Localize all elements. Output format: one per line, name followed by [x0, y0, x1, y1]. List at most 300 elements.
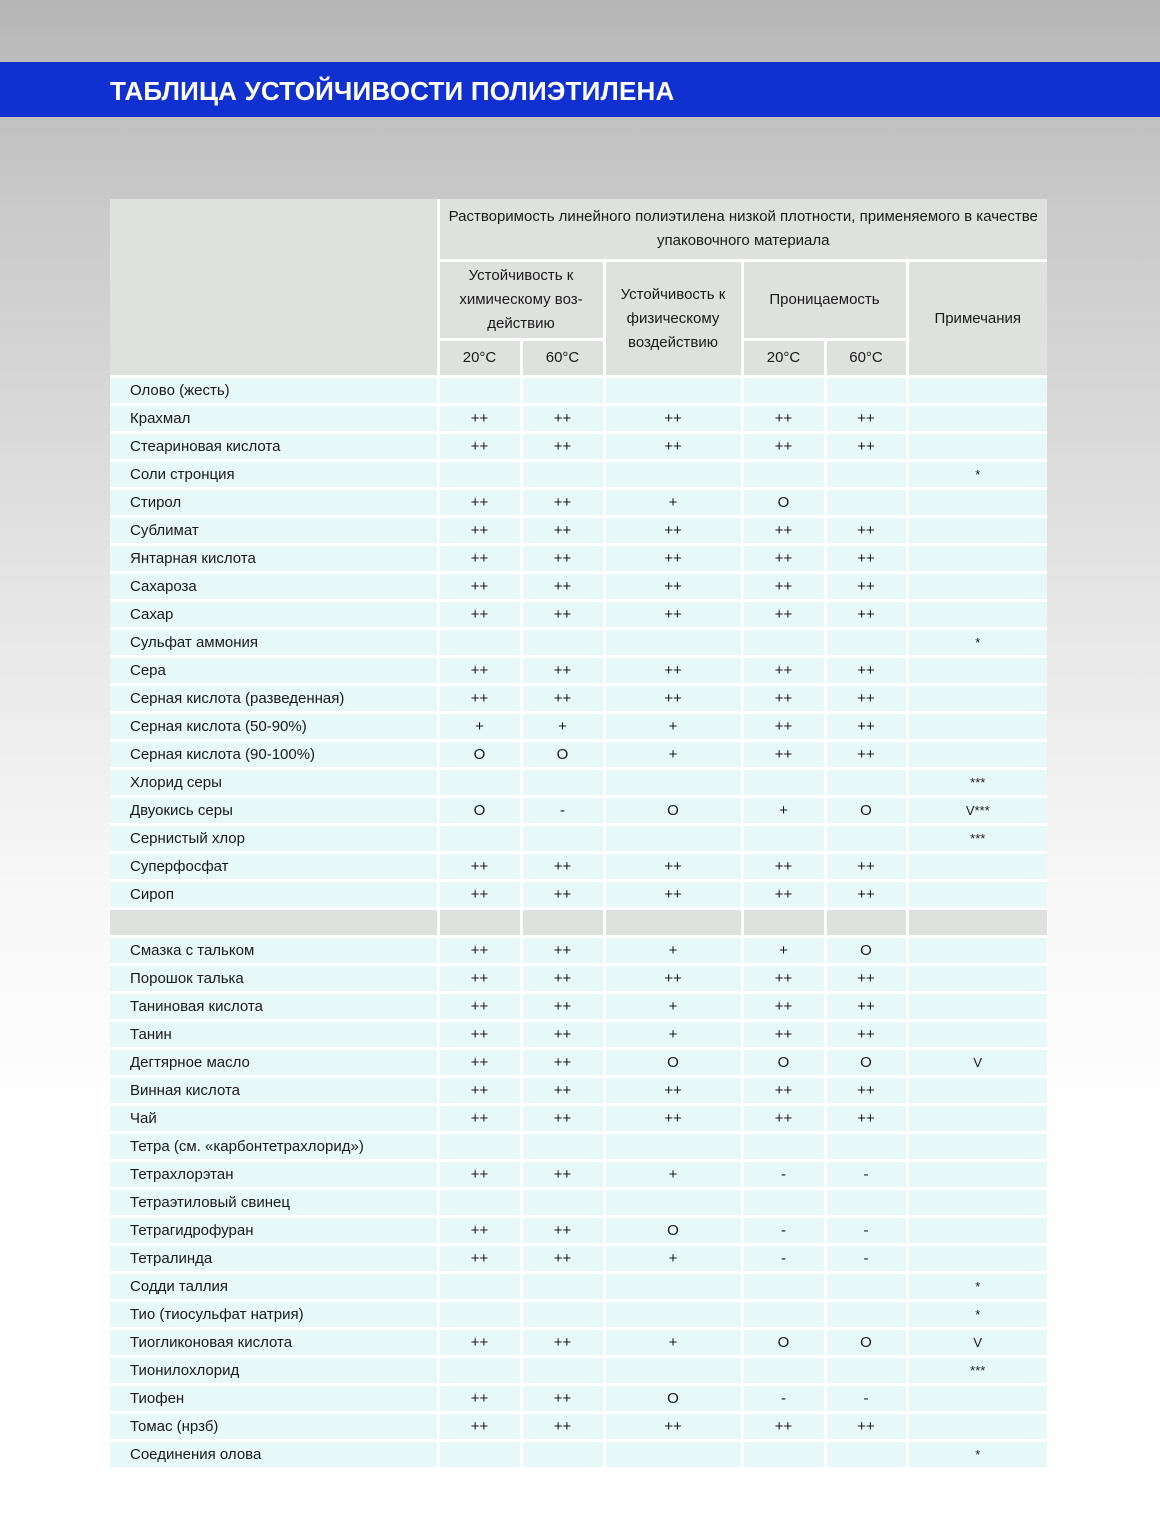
cell-chem-60c: ++ [521, 657, 604, 685]
cell-physical: ++ [604, 965, 742, 993]
cell-substance: Двуокись серы [110, 797, 438, 825]
cell-substance: Тионилохлорид [110, 1357, 438, 1385]
table-row [110, 825, 1047, 853]
cell-notes [907, 1021, 1047, 1049]
cell-perm-20c: ++ [742, 601, 825, 629]
cell-chem-20c: ++ [438, 1105, 521, 1133]
cell-perm-20c [742, 1189, 825, 1217]
cell-notes [907, 1413, 1047, 1441]
cell-chem-20c [438, 377, 521, 405]
table-row [110, 741, 1047, 769]
table-row [110, 405, 1047, 433]
cell-perm-60c [825, 1133, 907, 1161]
cell-chem-60c [521, 1441, 604, 1469]
cell-chem-20c: ++ [438, 1021, 521, 1049]
cell-notes: V*** [907, 797, 1047, 825]
table-row [110, 545, 1047, 573]
cell-substance: Крахмал [110, 405, 438, 433]
cell-notes [907, 545, 1047, 573]
cell-perm-20c: + [742, 937, 825, 965]
cell-chem-20c [438, 825, 521, 853]
cell-perm-20c: ++ [742, 1021, 825, 1049]
cell-perm-60c [825, 461, 907, 489]
cell-chem-60c [521, 825, 604, 853]
cell-substance: Чай [110, 1105, 438, 1133]
cell-chem-20c: ++ [438, 881, 521, 909]
cell-substance: Сахар [110, 601, 438, 629]
cell-physical [604, 1441, 742, 1469]
cell-perm-20c [742, 1301, 825, 1329]
cell-notes: * [907, 629, 1047, 657]
header-permeability: Проницаемость [742, 261, 907, 340]
cell-chem-20c [438, 1357, 521, 1385]
cell-chem-60c: ++ [521, 1329, 604, 1357]
cell-physical [604, 1133, 742, 1161]
table-row [110, 713, 1047, 741]
cell-substance: Смазка с тальком [110, 937, 438, 965]
cell-substance: Тетрахлорэтан [110, 1161, 438, 1189]
cell-perm-60c: ++ [825, 713, 907, 741]
table-row [110, 1105, 1047, 1133]
cell-chem-60c: ++ [521, 1161, 604, 1189]
resistance-table-container [110, 199, 1047, 1470]
cell-perm-60c [825, 489, 907, 517]
cell-chem-60c [521, 1301, 604, 1329]
cell-chem-60c: - [521, 797, 604, 825]
cell-physical [604, 1357, 742, 1385]
cell-physical [604, 461, 742, 489]
cell-physical [604, 629, 742, 657]
cell-physical: + [604, 1021, 742, 1049]
cell-physical: ++ [604, 1077, 742, 1105]
table-row [110, 1385, 1047, 1413]
cell-chem-60c: ++ [521, 517, 604, 545]
cell-physical: O [604, 1217, 742, 1245]
cell-chem-20c: ++ [438, 545, 521, 573]
table-row [110, 881, 1047, 909]
cell-perm-20c: ++ [742, 405, 825, 433]
cell-substance: Тетра (см. «карбонтетрахлорид») [110, 1133, 438, 1161]
table-row [110, 1329, 1047, 1357]
cell-perm-60c [825, 825, 907, 853]
cell-chem-60c: ++ [521, 1217, 604, 1245]
cell-chem-60c [521, 1273, 604, 1301]
cell-notes: *** [907, 1357, 1047, 1385]
cell-chem-20c: ++ [438, 1161, 521, 1189]
table-row [110, 433, 1047, 461]
cell-chem-20c: ++ [438, 965, 521, 993]
cell-chem-60c: ++ [521, 489, 604, 517]
cell-perm-20c: ++ [742, 685, 825, 713]
cell-notes [907, 573, 1047, 601]
cell-chem-60c [521, 629, 604, 657]
cell-physical: ++ [604, 573, 742, 601]
cell-notes: V [907, 1049, 1047, 1077]
cell-chem-20c: ++ [438, 685, 521, 713]
cell-physical: ++ [604, 433, 742, 461]
cell-chem-20c [438, 1133, 521, 1161]
cell-chem-60c [521, 769, 604, 797]
cell-physical: ++ [604, 517, 742, 545]
cell-substance: Танин [110, 1021, 438, 1049]
cell-chem-60c [521, 1357, 604, 1385]
cell-perm-60c: - [825, 1217, 907, 1245]
cell-chem-20c: ++ [438, 517, 521, 545]
cell-physical: O [604, 1385, 742, 1413]
table-row [110, 1189, 1047, 1217]
cell-substance: Стеариновая кислота [110, 433, 438, 461]
table-row [110, 1301, 1047, 1329]
cell-perm-20c: ++ [742, 741, 825, 769]
cell-chem-20c [438, 1301, 521, 1329]
table-row [110, 853, 1047, 881]
cell-notes [907, 1133, 1047, 1161]
cell-substance: Хлорид серы [110, 769, 438, 797]
cell-perm-20c: ++ [742, 881, 825, 909]
cell-chem-20c: ++ [438, 1049, 521, 1077]
cell-chem-20c: O [438, 741, 521, 769]
cell-substance: Соли стронция [110, 461, 438, 489]
cell-perm-60c: O [825, 797, 907, 825]
cell-perm-20c [742, 1357, 825, 1385]
cell-physical: + [604, 1245, 742, 1273]
cell-chem-60c: ++ [521, 1077, 604, 1105]
table-row [110, 797, 1047, 825]
cell-physical [604, 1301, 742, 1329]
cell-physical: ++ [604, 1105, 742, 1133]
cell-perm-20c [742, 1273, 825, 1301]
cell-perm-20c: ++ [742, 517, 825, 545]
cell-notes [907, 517, 1047, 545]
cell-perm-20c: ++ [742, 965, 825, 993]
cell-chem-20c: ++ [438, 1329, 521, 1357]
cell-perm-20c: ++ [742, 1413, 825, 1441]
cell-substance: Стирол [110, 489, 438, 517]
cell-notes [907, 741, 1047, 769]
cell-substance: Таниновая кислота [110, 993, 438, 1021]
cell-substance: Содди таллия [110, 1273, 438, 1301]
cell-physical: O [604, 797, 742, 825]
header-corner [110, 199, 438, 377]
table-row [110, 629, 1047, 657]
cell-notes [907, 881, 1047, 909]
section-divider-row [110, 909, 1047, 937]
cell-physical: ++ [604, 1413, 742, 1441]
cell-substance: Сироп [110, 881, 438, 909]
cell-chem-60c: ++ [521, 545, 604, 573]
header-perm-60c: 60°C [825, 340, 907, 377]
cell-perm-60c [825, 1189, 907, 1217]
cell-perm-60c [825, 1301, 907, 1329]
table-row [110, 1413, 1047, 1441]
cell-chem-60c: ++ [521, 937, 604, 965]
cell-chem-20c [438, 1441, 521, 1469]
table-row [110, 461, 1047, 489]
cell-chem-60c: ++ [521, 1049, 604, 1077]
cell-perm-60c: ++ [825, 1105, 907, 1133]
cell-chem-60c: ++ [521, 405, 604, 433]
divider-cell [825, 909, 907, 937]
cell-chem-20c [438, 769, 521, 797]
cell-physical [604, 825, 742, 853]
cell-notes: V [907, 1329, 1047, 1357]
cell-notes [907, 713, 1047, 741]
cell-substance: Серная кислота (90-100%) [110, 741, 438, 769]
divider-cell [110, 909, 438, 937]
cell-perm-20c: + [742, 797, 825, 825]
table-row [110, 1077, 1047, 1105]
cell-physical: + [604, 1329, 742, 1357]
cell-notes [907, 685, 1047, 713]
cell-notes: * [907, 461, 1047, 489]
table-row [110, 1245, 1047, 1273]
cell-chem-20c: ++ [438, 601, 521, 629]
page-title: ТАБЛИЦА УСТОЙЧИВОСТИ ПОЛИЭТИЛЕНА [110, 76, 675, 106]
cell-chem-60c: O [521, 741, 604, 769]
cell-chem-20c [438, 1189, 521, 1217]
cell-perm-60c [825, 1357, 907, 1385]
cell-perm-60c: ++ [825, 853, 907, 881]
cell-chem-20c: ++ [438, 993, 521, 1021]
cell-perm-20c: ++ [742, 1077, 825, 1105]
cell-physical: + [604, 741, 742, 769]
cell-chem-60c: ++ [521, 1385, 604, 1413]
cell-perm-20c: O [742, 1329, 825, 1357]
cell-chem-20c: ++ [438, 853, 521, 881]
table-row [110, 657, 1047, 685]
cell-perm-60c: - [825, 1245, 907, 1273]
cell-notes [907, 377, 1047, 405]
cell-chem-20c: O [438, 797, 521, 825]
cell-perm-20c [742, 1133, 825, 1161]
cell-substance: Сера [110, 657, 438, 685]
cell-notes: *** [907, 825, 1047, 853]
cell-notes [907, 1161, 1047, 1189]
cell-perm-20c: ++ [742, 657, 825, 685]
cell-chem-60c: ++ [521, 881, 604, 909]
cell-perm-60c: ++ [825, 741, 907, 769]
cell-physical: ++ [604, 853, 742, 881]
cell-chem-60c: ++ [521, 1413, 604, 1441]
cell-chem-20c: ++ [438, 433, 521, 461]
cell-perm-20c: ++ [742, 433, 825, 461]
cell-chem-20c: ++ [438, 489, 521, 517]
cell-notes [907, 965, 1047, 993]
cell-perm-20c [742, 769, 825, 797]
cell-substance: Сублимат [110, 517, 438, 545]
cell-substance: Янтарная кислота [110, 545, 438, 573]
cell-perm-60c: ++ [825, 1021, 907, 1049]
cell-chem-60c: ++ [521, 993, 604, 1021]
cell-perm-20c: - [742, 1161, 825, 1189]
cell-physical: ++ [604, 881, 742, 909]
cell-perm-60c [825, 1441, 907, 1469]
table-row [110, 1217, 1047, 1245]
cell-chem-60c [521, 1189, 604, 1217]
table-row [110, 1441, 1047, 1469]
cell-chem-20c [438, 1273, 521, 1301]
cell-notes [907, 657, 1047, 685]
cell-chem-20c [438, 629, 521, 657]
cell-notes [907, 1105, 1047, 1133]
cell-substance: Тетраэтиловый свинец [110, 1189, 438, 1217]
cell-physical: + [604, 1161, 742, 1189]
cell-chem-60c: + [521, 713, 604, 741]
cell-chem-20c: ++ [438, 1077, 521, 1105]
cell-perm-60c: ++ [825, 657, 907, 685]
cell-physical: + [604, 937, 742, 965]
cell-perm-60c: O [825, 1329, 907, 1357]
cell-perm-20c: ++ [742, 573, 825, 601]
table-row [110, 601, 1047, 629]
cell-chem-60c: ++ [521, 965, 604, 993]
cell-perm-60c [825, 769, 907, 797]
cell-chem-20c: ++ [438, 1245, 521, 1273]
cell-chem-60c: ++ [521, 573, 604, 601]
resistance-table [110, 199, 1047, 1470]
table-row [110, 377, 1047, 405]
cell-chem-60c [521, 1133, 604, 1161]
cell-chem-60c: ++ [521, 1021, 604, 1049]
table-row [110, 965, 1047, 993]
cell-substance: Тиофен [110, 1385, 438, 1413]
cell-notes [907, 993, 1047, 1021]
cell-perm-60c: ++ [825, 433, 907, 461]
cell-notes: * [907, 1301, 1047, 1329]
cell-notes: * [907, 1273, 1047, 1301]
cell-perm-20c: - [742, 1385, 825, 1413]
cell-notes [907, 405, 1047, 433]
cell-physical: ++ [604, 545, 742, 573]
cell-notes [907, 1077, 1047, 1105]
cell-chem-20c: ++ [438, 1217, 521, 1245]
divider-cell [604, 909, 742, 937]
header-notes: Примечания [907, 261, 1047, 377]
divider-cell [521, 909, 604, 937]
cell-notes [907, 853, 1047, 881]
table-row [110, 993, 1047, 1021]
cell-perm-60c: ++ [825, 965, 907, 993]
header-chem-20c: 20°C [438, 340, 521, 377]
cell-substance: Серная кислота (50-90%) [110, 713, 438, 741]
cell-perm-60c: ++ [825, 881, 907, 909]
table-row [110, 685, 1047, 713]
cell-chem-20c: ++ [438, 405, 521, 433]
cell-physical [604, 769, 742, 797]
cell-chem-60c: ++ [521, 601, 604, 629]
cell-chem-20c: ++ [438, 573, 521, 601]
cell-perm-20c [742, 461, 825, 489]
cell-perm-60c [825, 377, 907, 405]
cell-chem-20c: ++ [438, 937, 521, 965]
table-row [110, 517, 1047, 545]
cell-notes [907, 601, 1047, 629]
cell-substance: Тио (тиосульфат натрия) [110, 1301, 438, 1329]
cell-perm-60c: ++ [825, 573, 907, 601]
cell-notes [907, 1385, 1047, 1413]
cell-substance: Томас (нрзб) [110, 1413, 438, 1441]
table-row [110, 769, 1047, 797]
cell-physical: ++ [604, 657, 742, 685]
cell-perm-60c: ++ [825, 405, 907, 433]
cell-chem-60c: ++ [521, 433, 604, 461]
cell-perm-60c: ++ [825, 1077, 907, 1105]
table-row [110, 1049, 1047, 1077]
table-row [110, 573, 1047, 601]
cell-notes [907, 1217, 1047, 1245]
cell-physical: + [604, 713, 742, 741]
cell-perm-20c: - [742, 1245, 825, 1273]
cell-substance: Олово (жесть) [110, 377, 438, 405]
cell-perm-60c: ++ [825, 601, 907, 629]
table-body [110, 377, 1047, 1469]
cell-perm-60c: O [825, 1049, 907, 1077]
cell-notes: * [907, 1441, 1047, 1469]
cell-physical: ++ [604, 405, 742, 433]
header-chemical-resistance: Устойчивость к химическому воз- действию [438, 261, 604, 340]
cell-notes [907, 489, 1047, 517]
cell-chem-20c: ++ [438, 1413, 521, 1441]
divider-cell [742, 909, 825, 937]
cell-notes [907, 1189, 1047, 1217]
cell-perm-60c [825, 629, 907, 657]
cell-chem-60c: ++ [521, 1105, 604, 1133]
cell-perm-20c: ++ [742, 853, 825, 881]
cell-chem-60c: ++ [521, 1245, 604, 1273]
cell-substance: Порошок талька [110, 965, 438, 993]
cell-chem-20c: ++ [438, 657, 521, 685]
cell-perm-20c: ++ [742, 713, 825, 741]
divider-cell [907, 909, 1047, 937]
cell-perm-60c: ++ [825, 993, 907, 1021]
cell-perm-20c [742, 825, 825, 853]
cell-physical: + [604, 993, 742, 1021]
title-banner [0, 62, 1160, 117]
cell-substance: Винная кислота [110, 1077, 438, 1105]
cell-chem-60c: ++ [521, 853, 604, 881]
cell-substance: Тиогликоновая кислота [110, 1329, 438, 1357]
header-main: Растворимость линейного полиэтилена низкой плотности, применяемого в качестве упаковочного материала [438, 199, 1047, 261]
cell-perm-20c: ++ [742, 545, 825, 573]
cell-perm-60c: O [825, 937, 907, 965]
divider-cell [438, 909, 521, 937]
cell-substance: Суперфосфат [110, 853, 438, 881]
cell-chem-20c: + [438, 713, 521, 741]
header-perm-20c: 20°C [742, 340, 825, 377]
cell-physical: + [604, 489, 742, 517]
cell-perm-20c: O [742, 1049, 825, 1077]
table-row [110, 1021, 1047, 1049]
cell-chem-60c [521, 377, 604, 405]
table-row [110, 1133, 1047, 1161]
cell-chem-60c: ++ [521, 685, 604, 713]
cell-physical: ++ [604, 601, 742, 629]
cell-chem-20c [438, 461, 521, 489]
cell-chem-60c [521, 461, 604, 489]
cell-physical: O [604, 1049, 742, 1077]
cell-substance: Сернистый хлор [110, 825, 438, 853]
cell-perm-20c [742, 629, 825, 657]
cell-perm-20c: ++ [742, 993, 825, 1021]
cell-perm-60c: ++ [825, 685, 907, 713]
cell-perm-60c: ++ [825, 1413, 907, 1441]
cell-notes [907, 1245, 1047, 1273]
cell-notes: *** [907, 769, 1047, 797]
cell-substance: Дегтярное масло [110, 1049, 438, 1077]
cell-substance: Сахароза [110, 573, 438, 601]
cell-notes [907, 433, 1047, 461]
cell-perm-60c: ++ [825, 517, 907, 545]
